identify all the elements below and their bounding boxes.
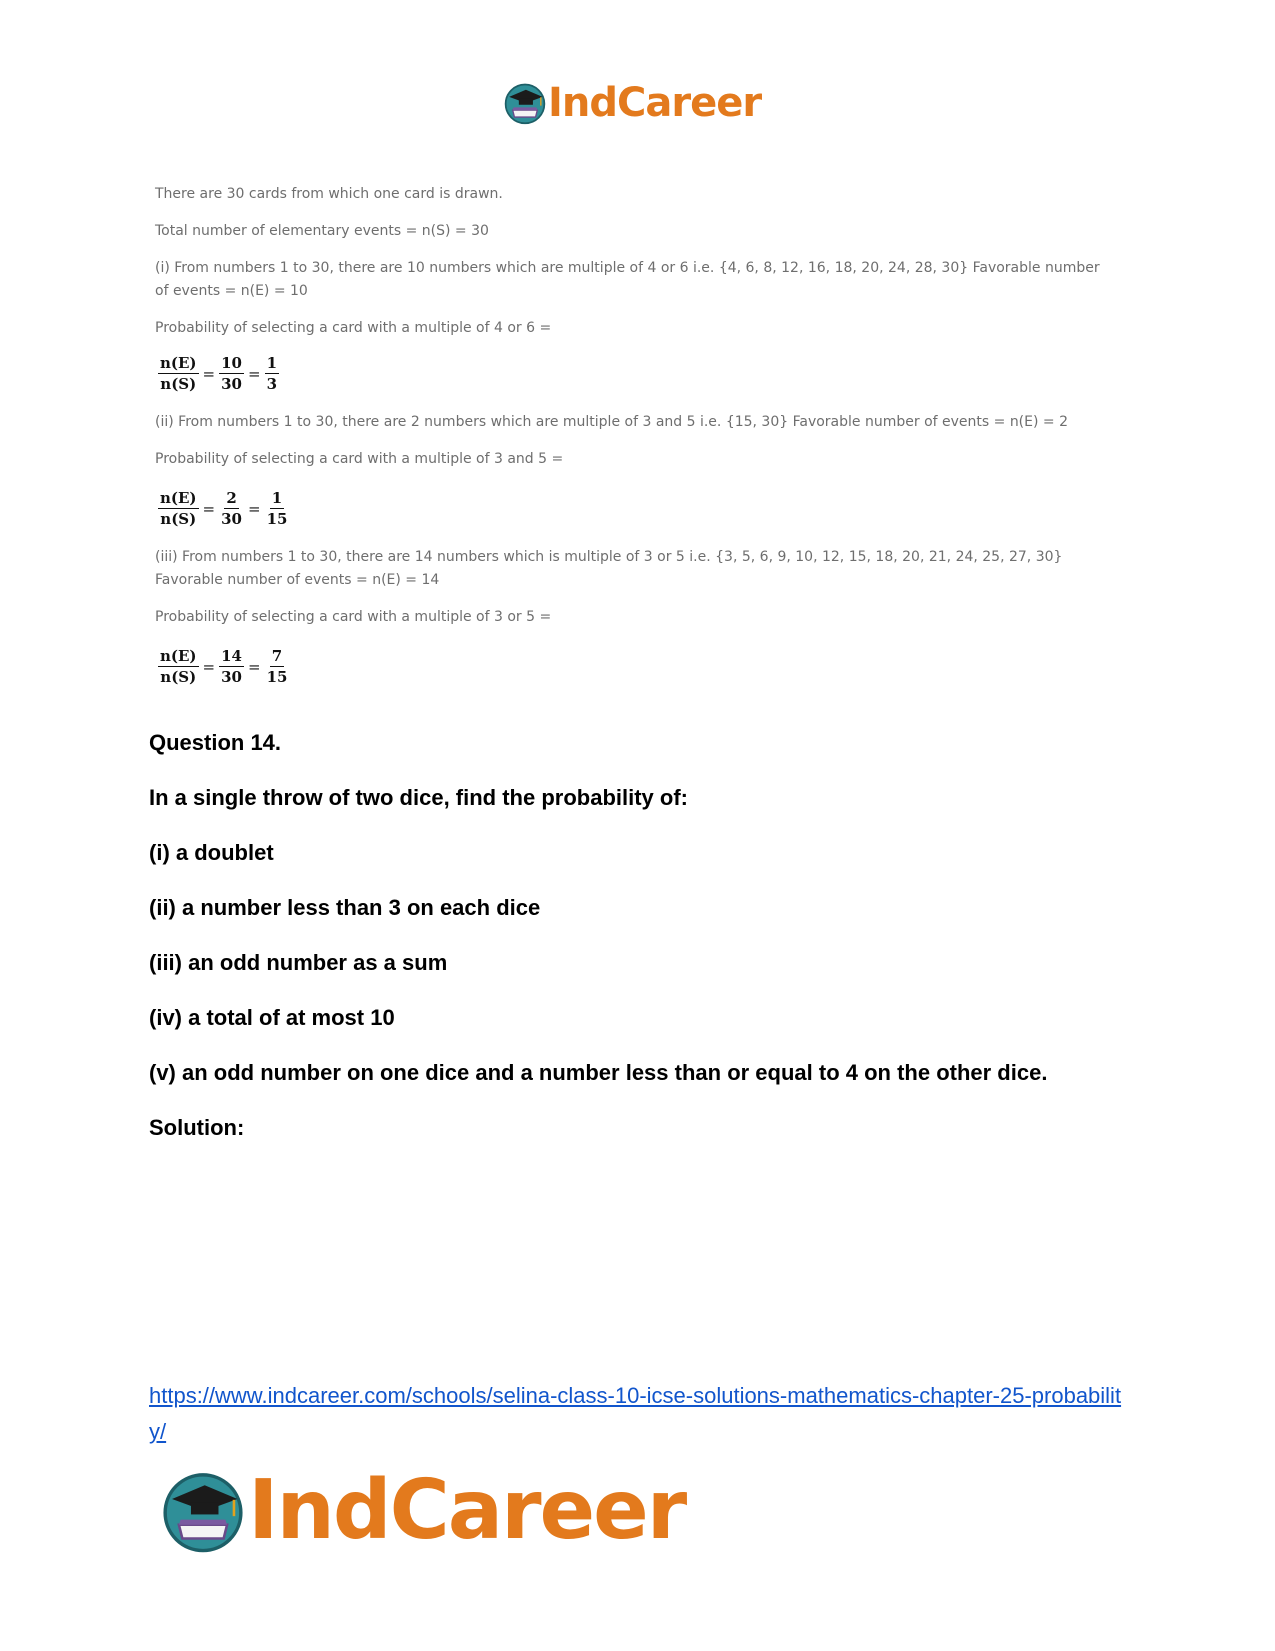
denominator: 15 xyxy=(266,510,288,528)
fraction xyxy=(265,647,290,686)
fraction xyxy=(219,489,244,528)
solution-part-1: (i) From numbers 1 to 30, there are 10 numbers which are multiple of 4 or 6 i.e. {4, 6, 8, 12, 16, 18, 20, 24, 28, 30} Favorable number of events = n(E) = 10 xyxy=(155,260,1100,299)
solution-intro: There are 30 cards from which one card is drawn. xyxy=(155,186,503,202)
numerator: 7 xyxy=(271,647,283,665)
header-logo xyxy=(503,80,761,126)
fraction xyxy=(265,354,279,393)
probability-label-1: Probability of selecting a card with a multiple of 4 or 6 = xyxy=(155,320,552,336)
question-item: (v) an odd number on one dice and a number less than or equal to 4 on the other dice. xyxy=(149,1060,1048,1085)
equals-sign: = xyxy=(202,499,216,518)
denominator: n(S) xyxy=(160,510,197,528)
question-item: (iv) a total of at most 10 xyxy=(149,1005,395,1030)
fraction xyxy=(158,647,199,686)
probability-label-2: Probability of selecting a card with a multiple of 3 and 5 = xyxy=(155,451,564,467)
fraction xyxy=(219,647,244,686)
footer-logo xyxy=(160,1465,685,1557)
numerator: n(E) xyxy=(160,354,197,372)
graduation-cap-globe-icon xyxy=(503,81,547,125)
equals-sign: = xyxy=(248,364,261,383)
fraction xyxy=(219,354,244,393)
numerator: 1 xyxy=(271,489,283,507)
equals-sign: = xyxy=(202,364,216,383)
numerator: 10 xyxy=(221,354,242,372)
source-url-link[interactable]: https://www.indcareer.com/schools/selina-class-10-icse-solutions-mathematics-chapter-25-probability/ xyxy=(149,1383,1122,1444)
numerator: 1 xyxy=(266,354,278,372)
denominator: 30 xyxy=(221,510,242,528)
numerator: n(E) xyxy=(160,647,197,665)
numerator: 2 xyxy=(226,489,237,507)
numerator: 14 xyxy=(221,647,242,665)
denominator: n(S) xyxy=(160,668,197,686)
denominator: 30 xyxy=(221,668,242,686)
question-prompt: In a single throw of two dice, find the probability of: xyxy=(149,785,688,810)
probability-label-3: Probability of selecting a card with a multiple of 3 or 5 = xyxy=(155,609,552,625)
solution-label: Solution: xyxy=(149,1115,245,1140)
fraction-equation-1 xyxy=(158,354,279,393)
fraction xyxy=(158,354,199,393)
question-item: (i) a doublet xyxy=(149,840,274,865)
fraction-equation-2 xyxy=(158,489,289,528)
brand-name: IndCareer xyxy=(248,1463,686,1558)
question-item: (iii) an odd number as a sum xyxy=(149,950,448,975)
brand-name: IndCareer xyxy=(548,80,762,126)
numerator: n(E) xyxy=(160,489,197,507)
fraction xyxy=(265,489,290,528)
denominator: 3 xyxy=(266,375,278,393)
fraction xyxy=(158,489,199,528)
question-item: (ii) a number less than 3 on each dice xyxy=(149,895,541,920)
denominator: 15 xyxy=(266,668,288,686)
denominator: 30 xyxy=(221,375,242,393)
equals-sign: = xyxy=(248,499,261,518)
denominator: n(S) xyxy=(160,375,197,393)
solution-part-3: (iii) From numbers 1 to 30, there are 14 numbers which is multiple of 3 or 5 i.e. {3, 5, 6, 9, 10, 12, 15, 18, 20, 21, 24, 25, 27, 30} Favorable number of events = n(E) = 14 xyxy=(155,549,1063,588)
question-title: Question 14. xyxy=(149,730,282,755)
solution-part-2: (ii) From numbers 1 to 30, there are 2 numbers which are multiple of 3 and 5 i.e. {15, 30} Favorable number of events = n(E) = 2 xyxy=(155,414,1068,430)
equals-sign: = xyxy=(248,657,261,676)
graduation-cap-globe-icon xyxy=(160,1468,246,1554)
fraction-equation-3 xyxy=(158,647,289,686)
solution-total: Total number of elementary events = n(S) = 30 xyxy=(155,223,489,239)
equals-sign: = xyxy=(202,657,216,676)
